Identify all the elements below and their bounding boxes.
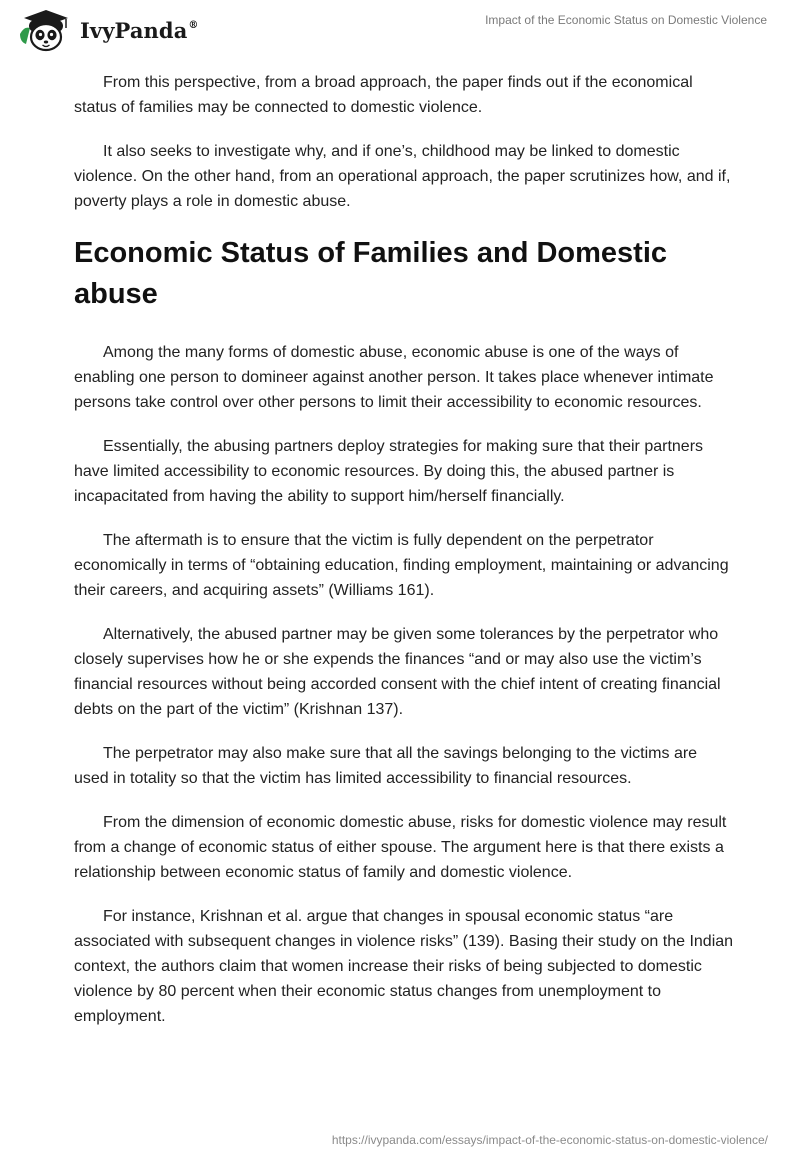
page-header <box>0 0 800 60</box>
brand-text: IvyPanda <box>80 18 188 43</box>
brand-name[interactable] <box>80 18 199 43</box>
paragraph: From this perspective, from a broad approach, the paper finds out if the economical status of families may be connected to domestic violence. <box>74 74 693 116</box>
brand-registered-mark: ® <box>188 20 199 31</box>
paragraph: Essentially, the abusing partners deploy strategies for making sure that their partners have limited accessibility to economic resources. By doing this, the abused partner is incapacitated from having the ability to support him/herself financially. <box>74 438 704 505</box>
panda-graduate-logo-icon[interactable] <box>16 8 76 54</box>
paragraph: For instance, Krishnan et al. argue that changes in spousal economic status “are associated with subsequent changes in violence risks” (139). Basing their study on the Indian context, the authors claim that women increase their risks of being subjected to domestic violence by 80 percent when their economic status changes from unemployment to employment. <box>74 908 734 1025</box>
paragraph: The aftermath is to ensure that the victim is fully dependent on the perpetrator economically in terms of “obtaining education, finding employment, maintaining or advancing their careers, and acquiring assets” (Williams 161). <box>74 532 729 599</box>
footer-url[interactable]: https://ivypanda.com/essays/impact-of-the-economic-status-on-domestic-violence/ <box>331 1133 768 1147</box>
article-body <box>74 70 734 1048</box>
paragraph: Alternatively, the abused partner may be given some tolerances by the perpetrator who closely supervises how he or she expends the finances “and or may also use the victim’s financial resources without being accorded consent with the chief intent of creating financial debts on the part of the victim” (Krishnan 137). <box>74 626 721 718</box>
paragraph: It also seeks to investigate why, and if one’s, childhood may be linked to domestic violence. On the other hand, from an operational approach, the paper scrutinizes how, and if, poverty plays a role in domestic abuse. <box>74 143 731 210</box>
paragraph: Among the many forms of domestic abuse, economic abuse is one of the ways of enabling one person to domineer against another person. It takes place whenever intimate persons take control over other persons to limit their accessibility to economic resources. <box>74 344 714 411</box>
document-title: Impact of the Economic Status on Domestic Violence <box>485 13 767 27</box>
section-heading: Economic Status of Families and Domestic abuse <box>74 237 668 310</box>
paragraph: The perpetrator may also make sure that all the savings belonging to the victims are used in totality so that the victim has limited accessibility to financial resources. <box>74 745 698 787</box>
paragraph: From the dimension of economic domestic abuse, risks for domestic violence may result from a change of economic status of either spouse. The argument here is that there exists a relationship between economic status of family and domestic violence. <box>74 814 727 881</box>
